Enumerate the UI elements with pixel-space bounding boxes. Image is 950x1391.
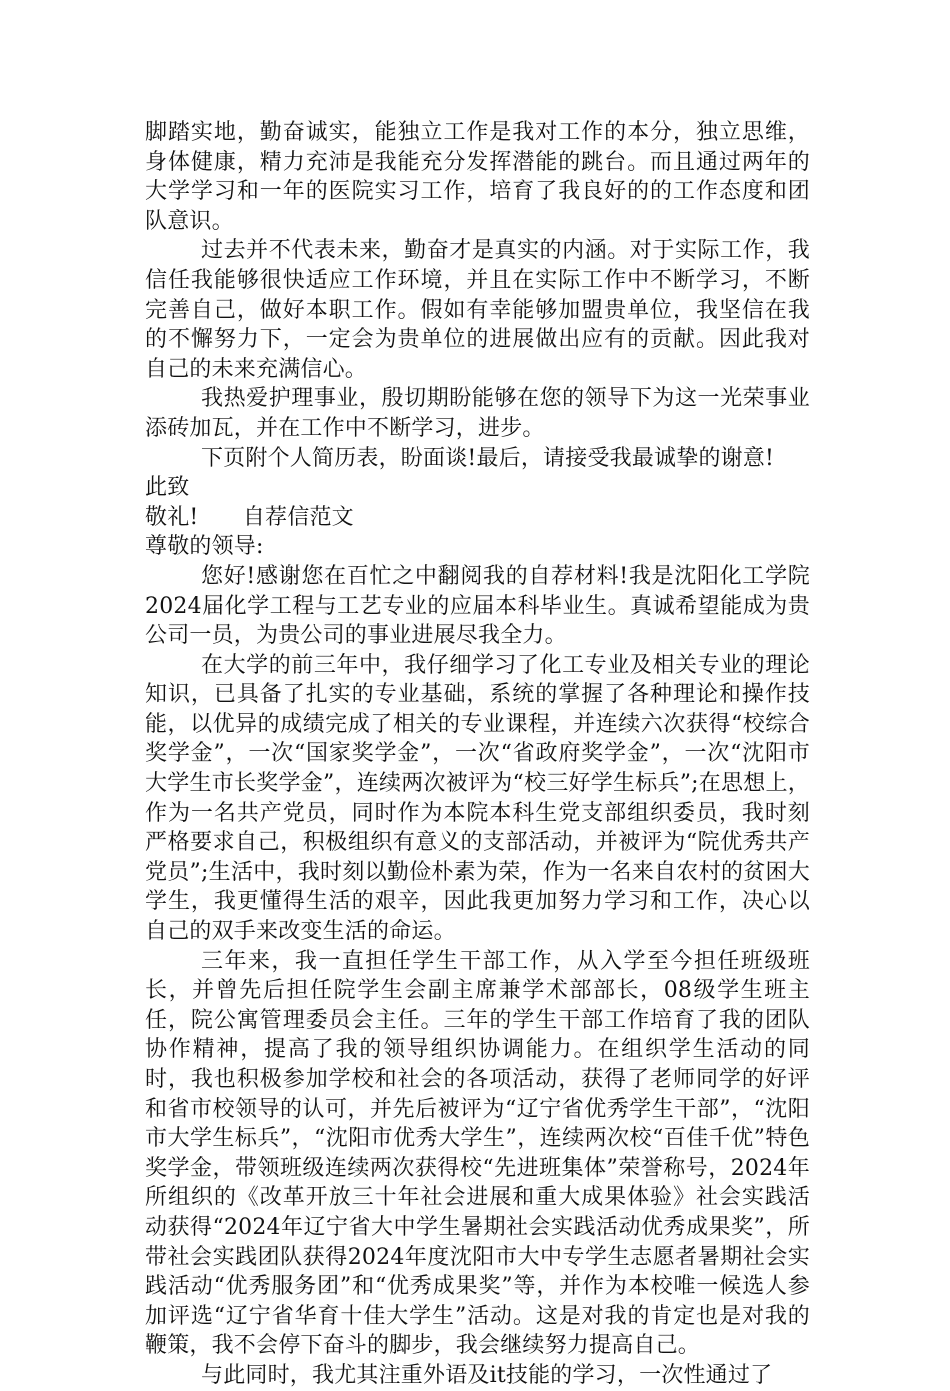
closing-regards-and-title: 敬礼! 自荐信范文 bbox=[145, 504, 354, 530]
paragraph-skills: 与此同时，我尤其注重外语及it技能的学习，一次性通过了 bbox=[201, 1362, 773, 1388]
paragraph-work-attitude: 脚踏实地，勤奋诚实，能独立工作是我对工作的本分，独立思维，身体健康，精力充沛是我能充分发挥潜能的跳台。而且通过两年的大学学习和一年的医院实习工作，培育了我良好的的工作态度和团队意识。 bbox=[145, 120, 810, 234]
paragraph-introduction: 您好!感谢您在百忙之中翻阅我的自荐材料!我是沈阳化工学院2024届化学工程与工艺专业的应届本科毕业生。真诚希望能成为贵公司一员，为贵公司的事业进展尽我全力。 bbox=[145, 563, 810, 649]
paragraph-resume-note: 下页附个人简历表，盼面谈!最后，请接受我最诚挚的谢意! bbox=[201, 445, 775, 471]
paragraph-academics: 在大学的前三年中，我仔细学习了化工专业及相关专业的理论知识，已具备了扎实的专业基础，系统的掌握了各种理论和操作技能，以优异的成绩完成了相关的专业课程，并连续六次获得“校综合奖学金”，一次“国家奖学金”，一次“省政府奖学金”，一次“沈阳市大学生市长奖学金”，连续两次被评为“校三好学生标兵”;在思想上，作为一名共产党员，同时作为本院本科生党支部组织委员，我时刻严格要求自己，积极组织有意义的支部活动，并被评为“院优秀共产党员”;生活中，我时刻以勤俭朴素为荣，作为一名来自农村的贫困大学生，我更懂得生活的艰辛，因此我更加努力学习和工作，决心以自己的双手来改变生活的命运。 bbox=[145, 652, 810, 945]
paragraph-nursing: 我热爱护理事业，殷切期盼能够在您的领导下为这一光荣事业添砖加瓦，并在工作中不断学习，进步。 bbox=[145, 386, 810, 441]
paragraph-confidence: 过去并不代表未来，勤奋才是真实的内涵。对于实际工作，我信任我能够很快适应工作环境，并且在实际工作中不断学习，不断完善自己，做好本职工作。假如有幸能够加盟贵单位，我坚信在我的不懈努力下，一定会为贵单位的进展做出应有的贡献。因此我对自己的未来充满信心。 bbox=[145, 238, 810, 382]
closing-salutation: 此致 bbox=[145, 475, 190, 501]
greeting: 尊敬的领导: bbox=[145, 534, 264, 560]
paragraph-leadership: 三年来，我一直担任学生干部工作，从入学至今担任班级班长，并曾先后担任院学生会副主席兼学术部部长，08级学生班主任，院公寓管理委员会主任。三年的学生干部工作培育了我的团队协作精神，提高了我的领导组织协调能力。在组织学生活动的同时，我也积极参加学校和社会的各项活动，获得了老师同学的好评和省市校领导的认可，并先后被评为“辽宁省优秀学生干部”，“沈阳市大学生标兵”，“沈阳市优秀大学生”，连续两次校“百佳千优”特色奖学金，带领班级连续两次获得校“先进班集体”荣誉称号，2024年所组织的《改革开放三十年社会进展和重大成果体验》社会实践活动获得“2024年辽宁省大中学生暑期社会实践活动优秀成果奖”，所带社会实践团队获得2024年度沈阳市大中专学生志愿者暑期社会实践活动“优秀服务团”和“优秀成果奖”等，并作为本校唯一候选人参加评选“辽宁省华育十佳大学生”活动。这是对我的肯定也是对我的鞭策，我不会停下奋斗的脚步，我会继续努力提高自己。 bbox=[145, 948, 810, 1359]
document-body bbox=[145, 118, 810, 1391]
